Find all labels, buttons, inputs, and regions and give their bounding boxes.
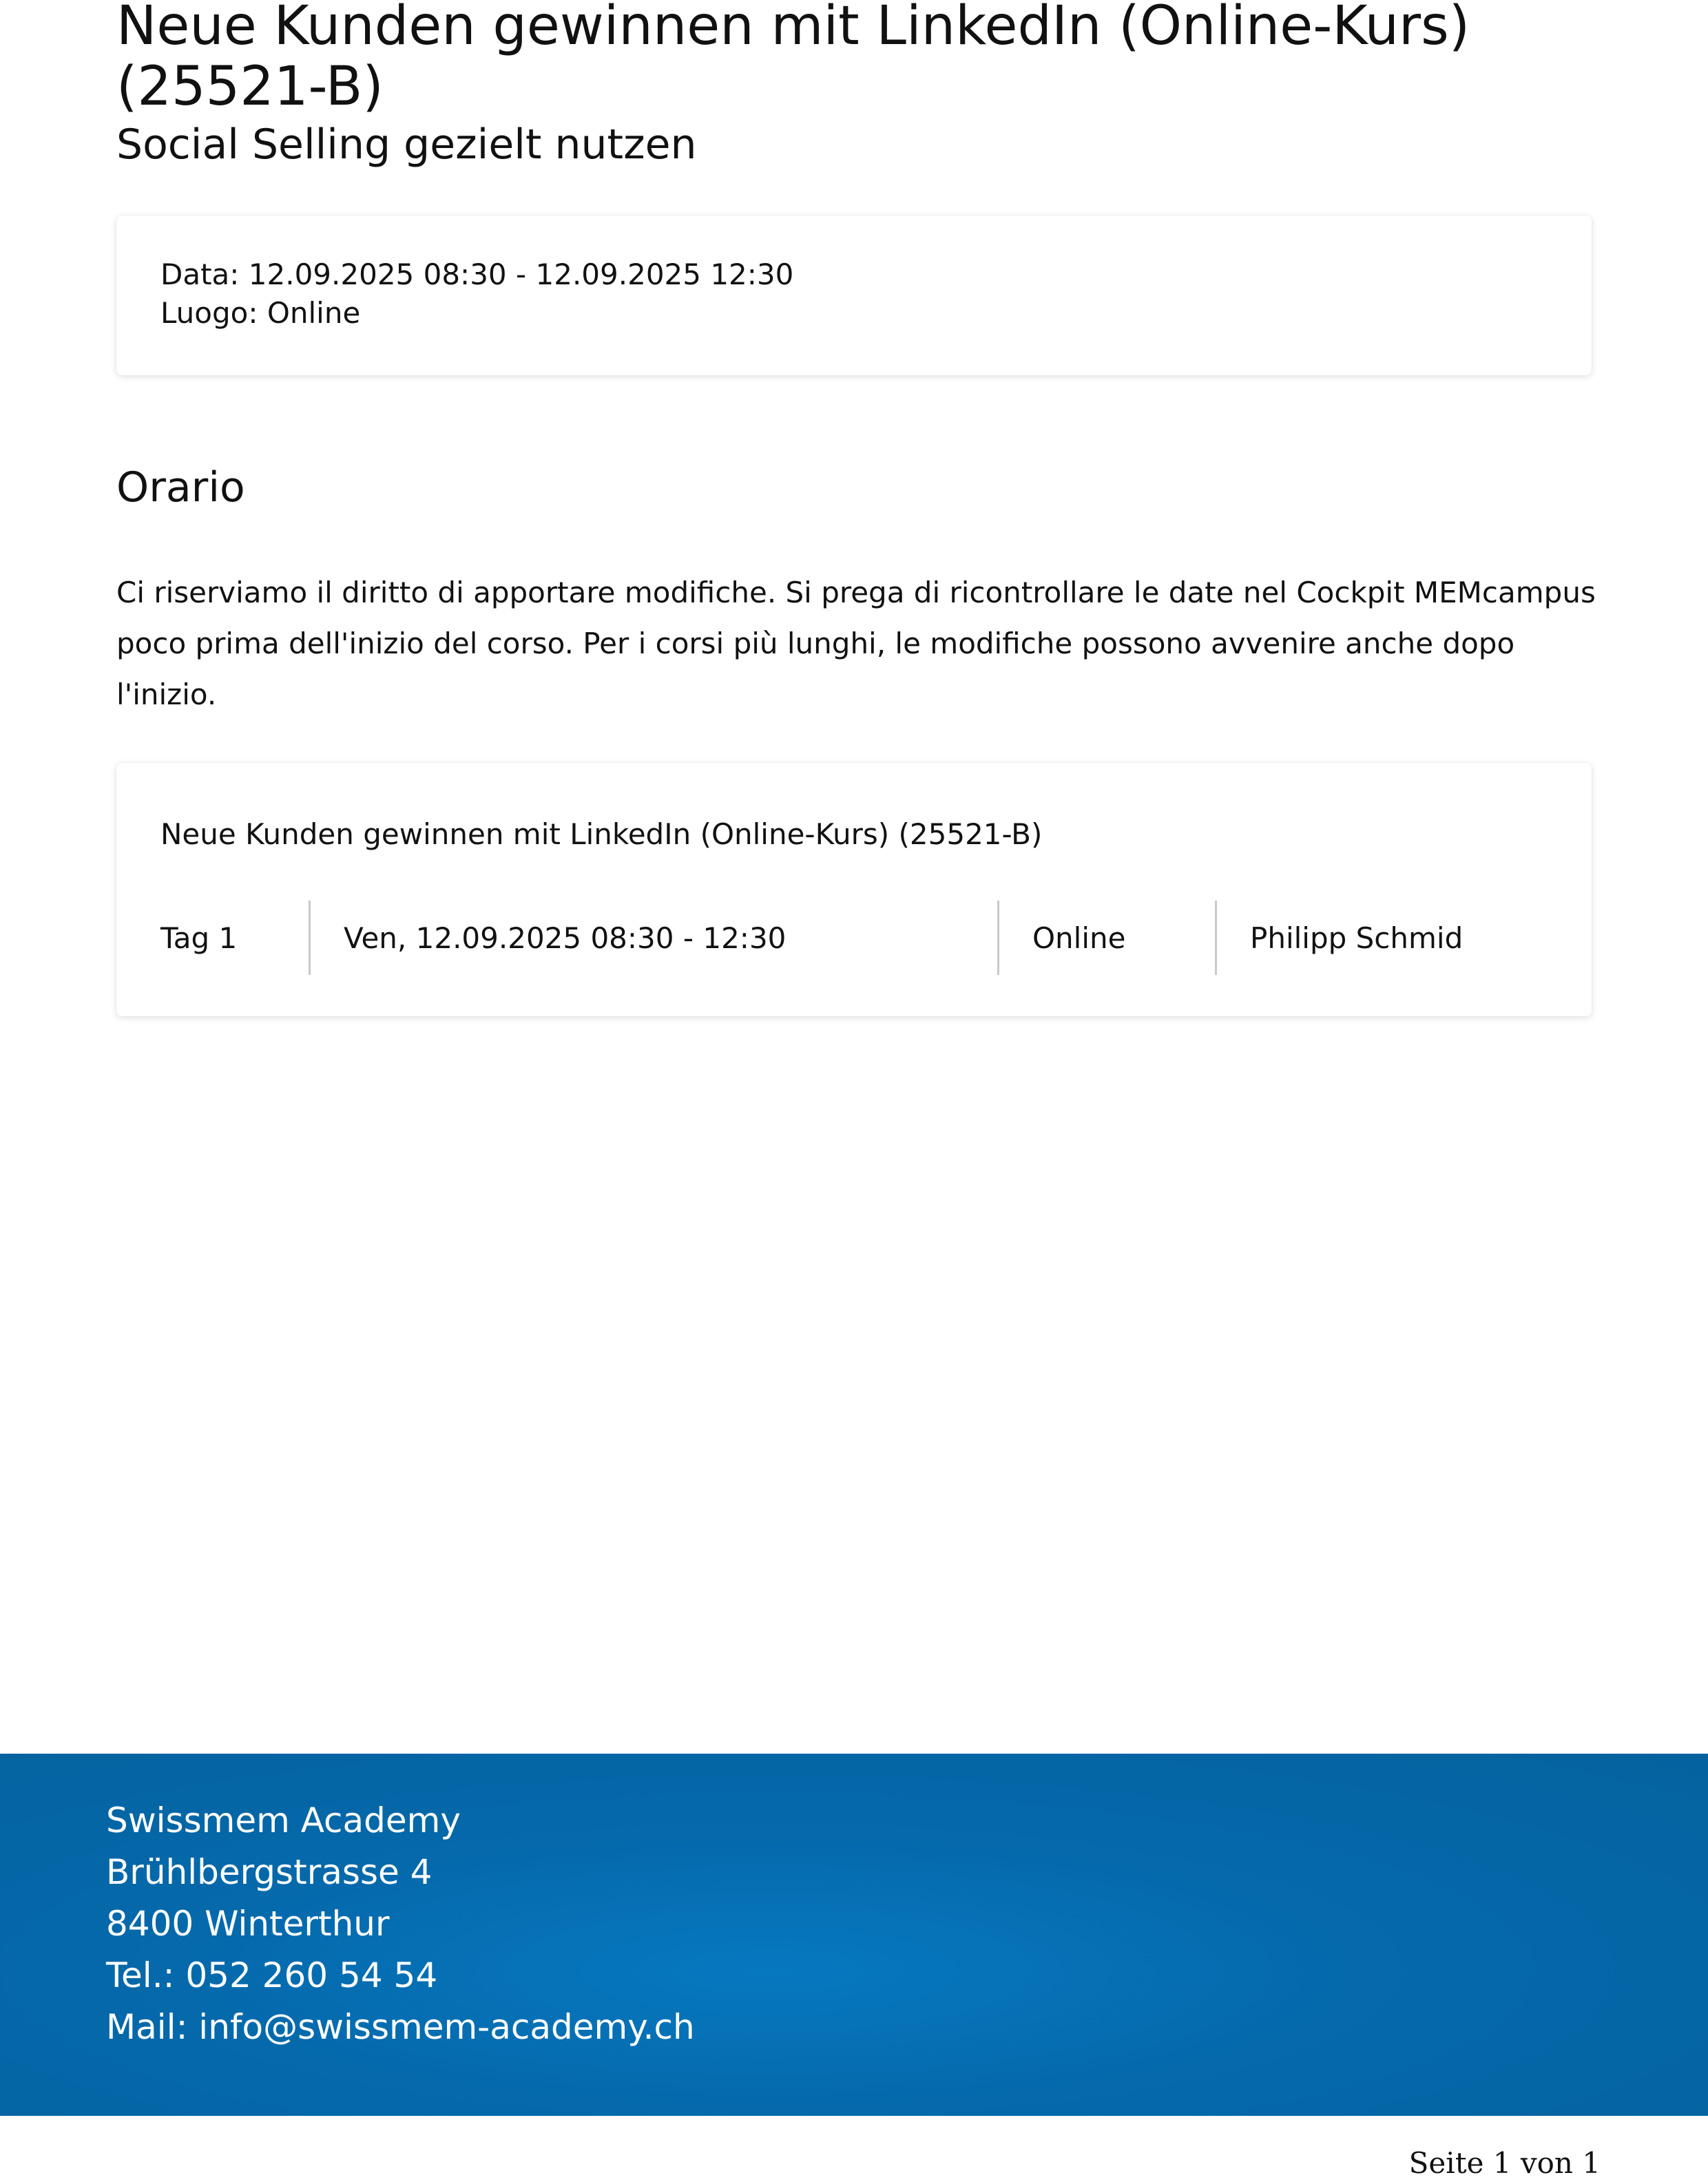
schedule-card xyxy=(116,763,1592,1016)
course-date: Data: 12.09.2025 08:30 - 12.09.2025 12:30 xyxy=(160,258,794,291)
footer-phone: Tel.: 052 260 54 54 xyxy=(106,1955,438,1995)
footer-city: 8400 Winterthur xyxy=(106,1904,390,1944)
schedule-datetime: Ven, 12.09.2025 08:30 - 12:30 xyxy=(309,901,997,975)
footer-street: Brühlbergstrasse 4 xyxy=(106,1852,433,1892)
course-info-card xyxy=(116,216,1592,375)
page-subtitle: Social Selling gezielt nutzen xyxy=(116,120,697,169)
schedule-notice: Ci riserviamo il diritto di apportare modifiche. Si prega di ricontrollare le date nel Cockpit MEMcampus poco prima dell'inizio del corso. Per i corsi più lunghi, le modifiche possono avvenire anche dopo l'inizio. xyxy=(116,576,1596,711)
footer xyxy=(0,1754,1708,2116)
page-number: Seite 1 von 1 xyxy=(1408,2146,1601,2180)
schedule-heading: Orario xyxy=(116,463,245,512)
footer-email: Mail: info@swissmem-academy.ch xyxy=(106,2007,695,2047)
schedule-place: Online xyxy=(997,901,1215,975)
schedule-course-title: Neue Kunden gewinnen mit LinkedIn (Online-Kurs) (25521-B) xyxy=(160,817,1043,851)
course-location: Luogo: Online xyxy=(160,296,361,330)
footer-organization: Swissmem Academy xyxy=(106,1800,461,1840)
schedule-trainer: Philipp Schmid xyxy=(1215,901,1587,975)
schedule-row xyxy=(116,901,1592,975)
page-title: Neue Kunden gewinnen mit LinkedIn (Online-Kurs) (25521-B) xyxy=(116,0,1470,118)
footer-address xyxy=(106,1795,695,2053)
schedule-day: Tag 1 xyxy=(160,921,238,955)
